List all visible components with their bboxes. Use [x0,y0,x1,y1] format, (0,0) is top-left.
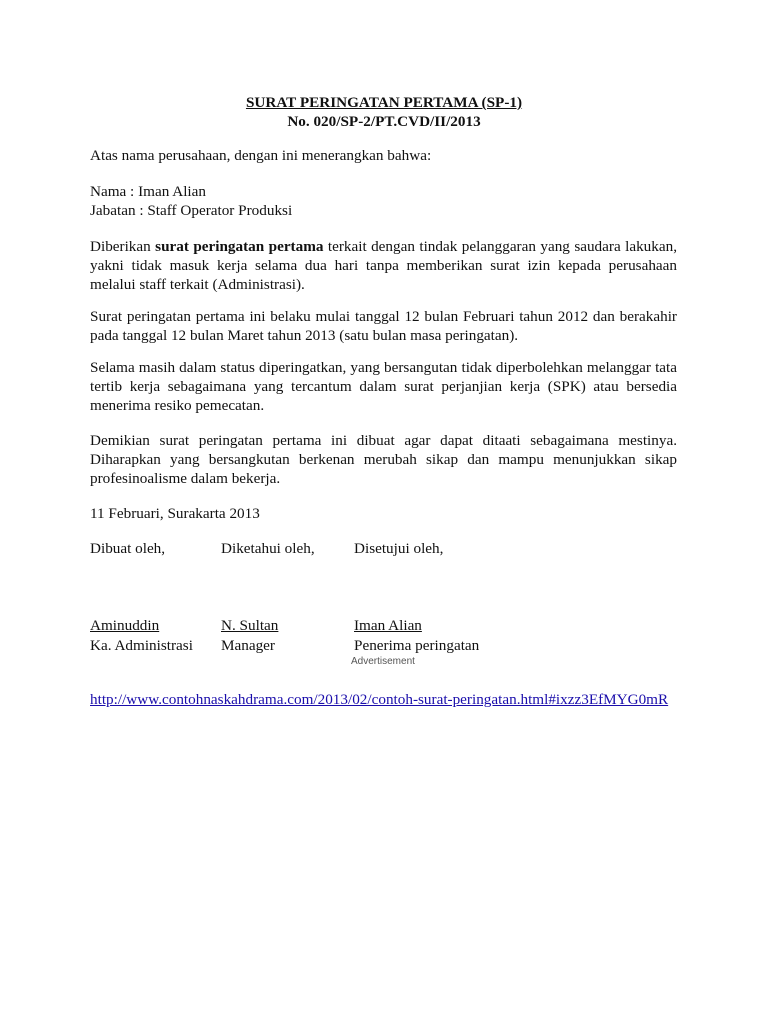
signature-role-made-by: Ka. Administrasi [90,637,193,654]
letter-title: SURAT PERINGATAN PERTAMA (SP-1) [245,94,523,111]
advertisement-label: Advertisement [351,656,415,667]
letter-number: No. 020/SP-2/PT.CVD/II/2013 [287,113,481,130]
signature-role-known-by: Manager [221,637,275,654]
paragraph-violation-rest: terkait dengan tindak pelanggaran yang saudara lakukan, yakni tidak masuk kerja selama dua hari tanpa memberikan surat izin kepada perusahaan melalui staff terkait (Administrasi). [90,238,677,293]
signature-caption-made-by: Dibuat oleh, [90,540,166,557]
paragraph-violation-prefix: Diberikan [90,238,156,255]
signature-caption-approved-by: Disetujui oleh, [354,540,444,557]
paragraph-closing: Demikian surat peringatan pertama ini dibuat agar dapat ditaati sebagaimana mestinya. Diharapkan yang bersangkutan berkenan merubah sikap dan mampu menunjukkan sikap profesinoalisme dalam bekerja. [90,432,677,487]
signature-caption-known-by: Diketahui oleh, [221,540,315,557]
employee-name: Nama : Iman Alian [90,183,206,200]
paragraph-warning: Selama masih dalam status diperingatkan, yang bersangutan tidak diperbolehkan melanggar tata tertib kerja sebagaimana yang tercantum dalam surat perjanjian kerja (SPK) atau bersedia menerima resiko pemecatan. [90,359,677,414]
paragraph-violation-bold: surat peringatan pertama [155,238,324,255]
employee-position: Jabatan : Staff Operator Produksi [90,202,293,219]
signature-name-approved-by: Iman Alian [354,617,422,634]
signature-name-known-by: N. Sultan [221,617,279,634]
intro-text: Atas nama perusahaan, dengan ini menerangkan bahwa: [90,147,432,164]
signature-name-made-by: Aminuddin [90,617,160,634]
date-place: 11 Februari, Surakarta 2013 [90,505,260,522]
paragraph-validity: Surat peringatan pertama ini belaku mulai tanggal 12 bulan Februari tahun 2012 dan berakahir pada tanggal 12 bulan Maret tahun 2013 (satu bulan masa peringatan). [90,308,677,344]
source-link[interactable]: http://www.contohnaskahdrama.com/2013/02/contoh-surat-peringatan.html#ixzz3EfMYG0mR [90,691,669,708]
paragraph-violation [90,237,677,294]
signature-role-approved-by: Penerima peringatan [354,637,480,654]
